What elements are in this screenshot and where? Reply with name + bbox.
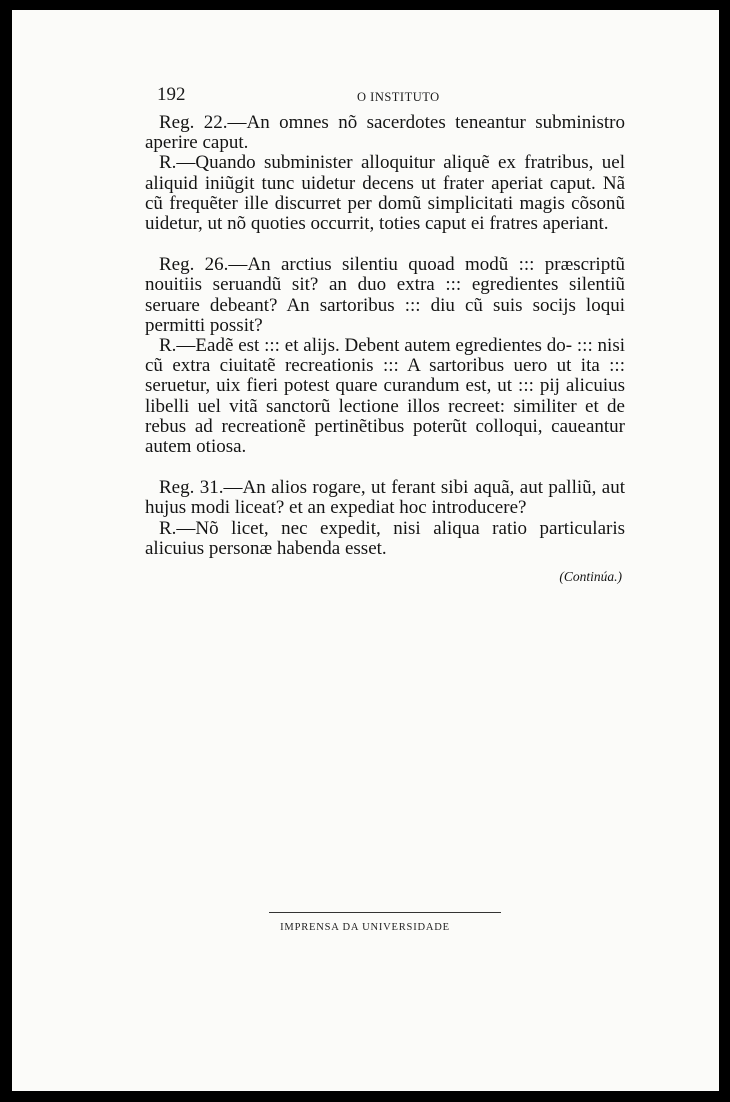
footer-rule	[269, 912, 501, 913]
paragraph-response-31: R.—Nõ licet, nec expedit, nisi aliqua ratio particularis alicuius personæ habenda esset.	[145, 517, 625, 559]
page-header	[157, 76, 637, 106]
running-title: O INSTITUTO	[357, 90, 440, 104]
imprint-footer: IMPRENSA DA UNIVERSIDADE	[280, 922, 450, 933]
page-number: 192	[157, 84, 186, 105]
paragraph-reg-31: Reg. 31.—An alios rogare, ut ferant sibi aquã, aut palliũ, aut hujus modi liceat? et an expediat hoc introducere?	[145, 477, 625, 519]
paragraph-response-22: R.—Quando subminister alloquitur aliquẽ ex fratribus, uel aliquid iniũgit tunc uidetur decens ut frater aperiat caput. Nã cũ frequẽter ille discurret per domũ simplicitati magis cõsonũ uidetur, ut nõ quoties occurrit, toties caput ei fratres aperiant.	[145, 152, 625, 235]
continuation-note: (Continúa.)	[559, 569, 622, 585]
body-text	[145, 113, 625, 587]
paragraph-reg-22: Reg. 22.—An omnes nõ sacerdotes teneantur subministro aperire caput.	[145, 112, 625, 154]
paragraph-response-26: R.—Eadẽ est ::: et alijs. Debent autem egredientes do- ::: nisi cũ extra ciuitatẽ recreationis ::: A sartoribus uero ut ita ::: seruetur, uix fieri potest quare curandum est, ut ::: pij alicuius libelli uel vitã sanctorũ lectione illos recreet: similiter et de rebus ad recreationẽ pertinẽtibus poterũt colloqui, caueantur autem otiosa.	[145, 335, 625, 458]
paragraph-reg-26: Reg. 26.—An arctius silentiu quoad modũ ::: præscriptũ nouitiis seruandũ sit? an duo extra ::: egredientes silentiũ seruare debeant? An sartoribus ::: diu cũ suis socijs loqui permitti possit?	[145, 254, 625, 336]
